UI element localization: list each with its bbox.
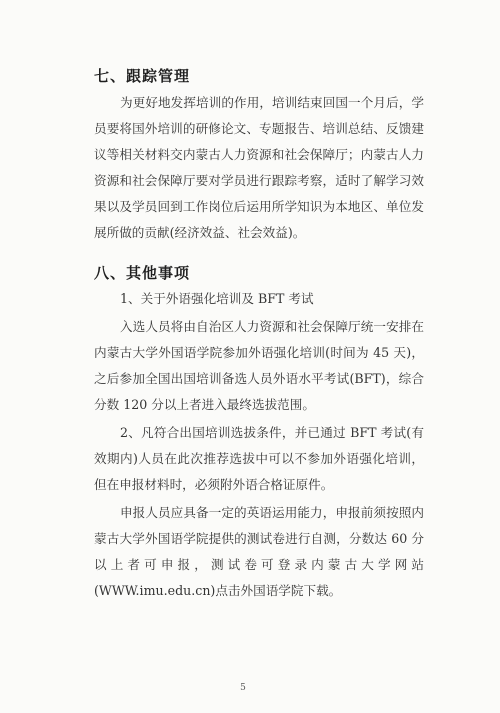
section-7-paragraph: 为更好地发挥培训的作用，培训结束回国一个月后，学员要将国外培训的研修论文、专题报告、培训总结、反馈建议等相关材料交内蒙古人力资源和社会保障厅；内蒙古人力资源和社会保障厅要对学员进行跟踪考察，适时了解学习效果以及学员回到工作岗位后运用所学知识为本地区、单位发展所做的贡献(经济效益、社会效益)。 — [94, 95, 424, 240]
final-paragraph: 申报人员应具备一定的英语运用能力，申报前须按照内蒙古大学外国语学院提供的测试卷进行自测，分数达 60 分以上者可申报，测试卷可登录内蒙古大学网站(WWW.imu.edu.cn)点击外国语学院下载。 — [94, 505, 424, 598]
item-1-title: 1、关于外语强化培训及 BFT 考试 — [120, 291, 314, 306]
section-7-heading: 七、跟踪管理 — [94, 67, 191, 85]
page-number: 5 — [240, 683, 246, 693]
section-8-heading: 八、其他事项 — [94, 264, 191, 282]
item-1-paragraph: 入选人员将由自治区人力资源和社会保障厅统一安排在内蒙古大学外国语学院参加外语强化培训(时间为 45 天)，之后参加全国出国培训备选人员外语水平考试(BFT)，综合分数 120 分以上者进入最终选拔范围。 — [94, 319, 424, 412]
item-2-paragraph: 2、凡符合出国培训选拔条件，并已通过 BFT 考试(有效期内)人员在此次推荐选拔中可以不参加外语强化培训，但在申报材料时，必须附外语合格证原件。 — [94, 425, 424, 492]
